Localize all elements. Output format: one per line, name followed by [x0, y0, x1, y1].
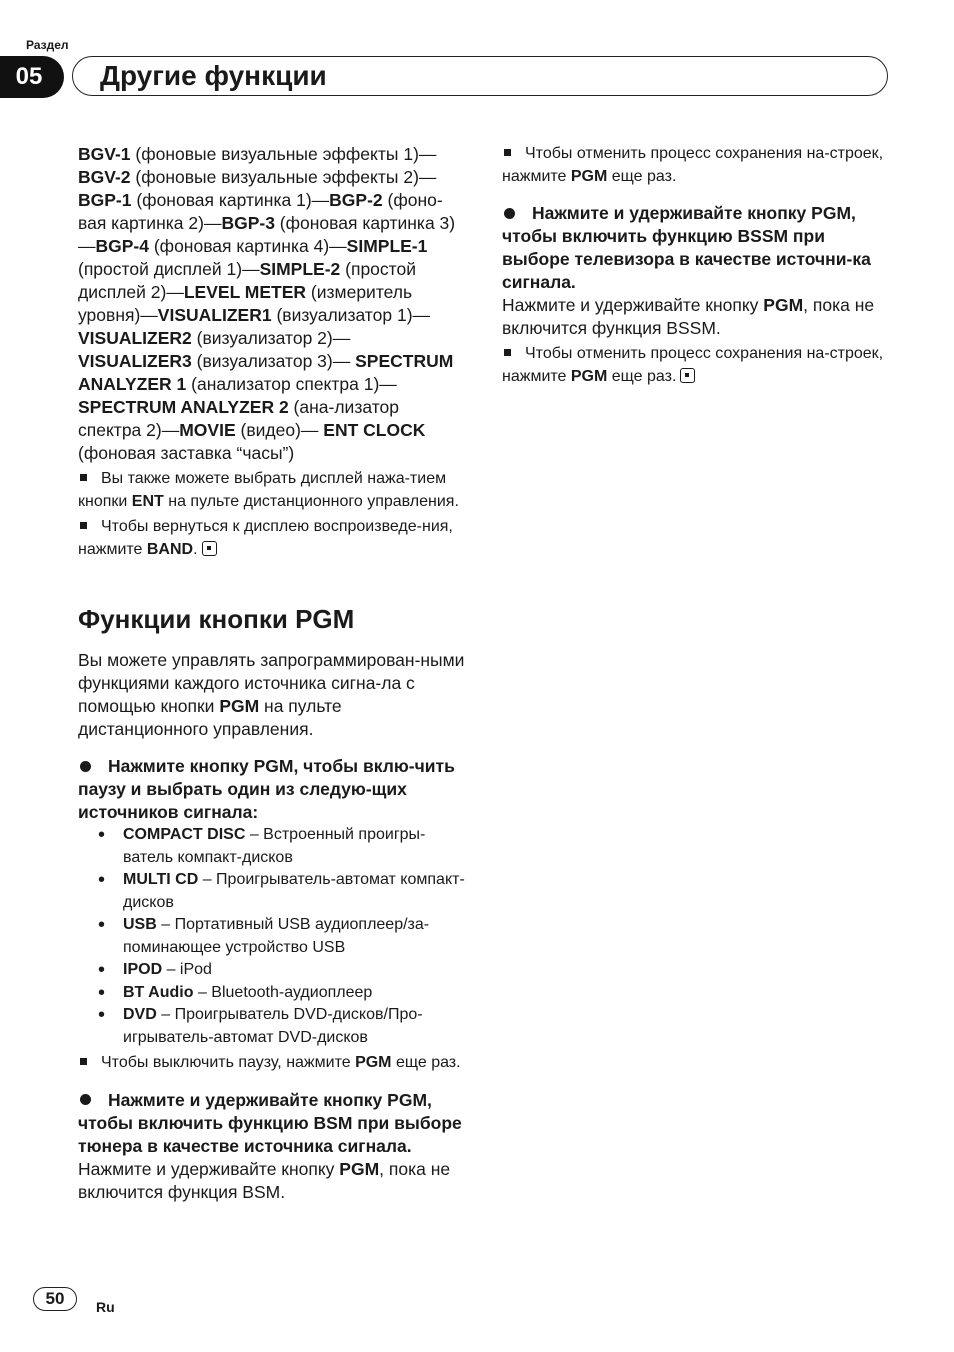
step-bullet-icon: [80, 761, 91, 772]
note-square-icon: [504, 349, 511, 356]
right-column: [502, 143, 894, 388]
end-mark-icon: [202, 541, 217, 556]
bold-term: PGM: [355, 1054, 392, 1071]
bold-term: BGV-1: [78, 144, 131, 164]
source-name: IPOD: [123, 961, 163, 978]
source-description: – Bluetooth-аудиоплеер: [193, 983, 373, 1001]
step-bullet-icon: [80, 1094, 91, 1105]
bold-term: BGV-2: [78, 167, 131, 187]
section-number-badge: 05: [0, 56, 64, 98]
bold-term: SPECTRUM ANALYZER 1: [78, 351, 454, 394]
source-list-item: [78, 959, 466, 982]
source-list-item: [78, 1004, 466, 1049]
note-band: Чтобы вернуться к дисплею воспроизведе-ния, нажмите BAND.: [78, 518, 453, 558]
step-bullet-icon: [504, 208, 515, 219]
pgm-heading: Функции кнопки PGM: [78, 604, 355, 634]
note-square-icon: [80, 1058, 87, 1065]
bold-term: BAND: [146, 540, 194, 558]
bold-term: SIMPLE-2: [259, 259, 341, 279]
note-ent: Вы также можете выбрать дисплей нажа-тием кнопки ENT на пульте дистанционного управления.: [78, 470, 459, 510]
language-code: Ru: [96, 1299, 115, 1315]
page-title: Другие функции: [100, 60, 327, 91]
source-description: – Проигрыватель-автомат компакт-дисков: [123, 871, 465, 911]
page-number: 50: [33, 1287, 77, 1311]
step-bssm-body: Нажмите и удерживайте кнопку PGM, пока не включится функция BSSM.: [502, 295, 875, 338]
bold-term: BGP-1: [78, 190, 132, 210]
bold-term: VISUALIZER1: [157, 305, 272, 325]
bold-term: PGM: [219, 696, 260, 716]
source-name: DVD: [123, 1006, 157, 1023]
source-list-item: [78, 914, 466, 959]
bold-term: VISUALIZER2: [78, 328, 192, 348]
note-pause: Чтобы выключить паузу, нажмите PGM еще раз.: [78, 1052, 466, 1075]
end-mark-icon: [680, 368, 695, 383]
section-label: Раздел: [26, 38, 69, 52]
bold-term: MOVIE: [179, 420, 236, 440]
source-description: – Портативный USB аудиоплеер/за-поминающее устройство USB: [123, 916, 430, 956]
bold-term: PGM: [339, 1158, 380, 1179]
bold-term: BGP-4: [95, 236, 149, 256]
bold-term: LEVEL METER: [183, 282, 307, 302]
source-list-item: [78, 869, 466, 914]
source-name: COMPACT DISC: [123, 826, 246, 843]
source-name: MULTI CD: [123, 871, 199, 888]
left-column: [78, 143, 466, 1204]
display-list-paragraph: BGV-1 (фоновые визуальные эффекты 1)—BGV-2 (фоновые визуальные эффекты 2)—BGP-1 (фоновая картинка 1)—BGP-2 (фоно-вая картинка 2)—BGP-3 (фоновая картинка 3)—BGP-4 (фоновая картинка 4)—SIMPLE-1 (простой дисплей 1)—SIMPLE-2 (простой дисплей 2)—LEVEL METER (измеритель уровня)—VISUALIZER1 (визуализатор 1)— VISUALIZER2 (визуализатор 2)— VISUALIZER3 (визуализатор 3)— SPECTRUM ANALYZER 1 (анализатор спектра 1)—SPECTRUM ANALYZER 2 (ана-лизатор спектра 2)—MOVIE (видео)— ENT CLOCK (фоновая заставка “часы”): [78, 144, 456, 463]
note-cancel-bsm: Чтобы отменить процесс сохранения на-строек, нажмите PGM еще раз.: [502, 145, 884, 185]
note-square-icon: [80, 474, 87, 481]
source-list: [78, 824, 466, 1049]
source-description: – iPod: [162, 961, 212, 978]
bold-term: PGM: [570, 167, 608, 185]
source-name: BT Audio: [123, 983, 194, 1001]
bold-term: PGM: [763, 295, 804, 315]
step-bsm: Нажмите и удерживайте кнопку PGM, чтобы включить функцию BSM при выборе тюнера в качестве источника сигнала.: [78, 1089, 462, 1156]
bold-term: BGP-3: [221, 213, 275, 233]
step-bsm-body: Нажмите и удерживайте кнопку PGM, пока не включится функция BSM.: [78, 1158, 451, 1202]
pgm-intro: Вы можете управлять запрограммирован-ными функциями каждого источника сигна-ла с помощью кнопки PGM на пульте дистанционного управления.: [78, 650, 465, 739]
note-square-icon: [80, 522, 87, 529]
step-select-source: Нажмите кнопку PGM, чтобы вклю-чить паузу и выбрать один из следую-щих источников сигнала:: [78, 756, 455, 822]
source-description: – Проигрыватель DVD-дисков/Про-игрыватель-автомат DVD-дисков: [123, 1006, 423, 1046]
bold-term: SPECTRUM ANALYZER 2: [78, 397, 289, 417]
note-square-icon: [504, 149, 511, 156]
bold-term: ENT CLOCK: [323, 420, 426, 440]
bold-term: SIMPLE-1: [346, 236, 428, 256]
bold-term: PGM: [570, 367, 608, 385]
bold-term: ENT: [131, 492, 164, 510]
bold-term: BGP-2: [329, 190, 383, 210]
source-name: USB: [123, 916, 157, 933]
step-bssm: Нажмите и удерживайте кнопку PGM, чтобы включить функцию BSSM при выборе телевизора в качестве источни-ка сигнала.: [502, 203, 871, 292]
source-list-item: [78, 824, 466, 869]
note-cancel-bssm: Чтобы отменить процесс сохранения на-строек, нажмите PGM еще раз.: [502, 345, 884, 385]
source-description: – Встроенный проигры-ватель компакт-дисков: [123, 826, 426, 866]
bold-term: VISUALIZER3: [78, 351, 192, 371]
source-list-item: [78, 982, 466, 1005]
